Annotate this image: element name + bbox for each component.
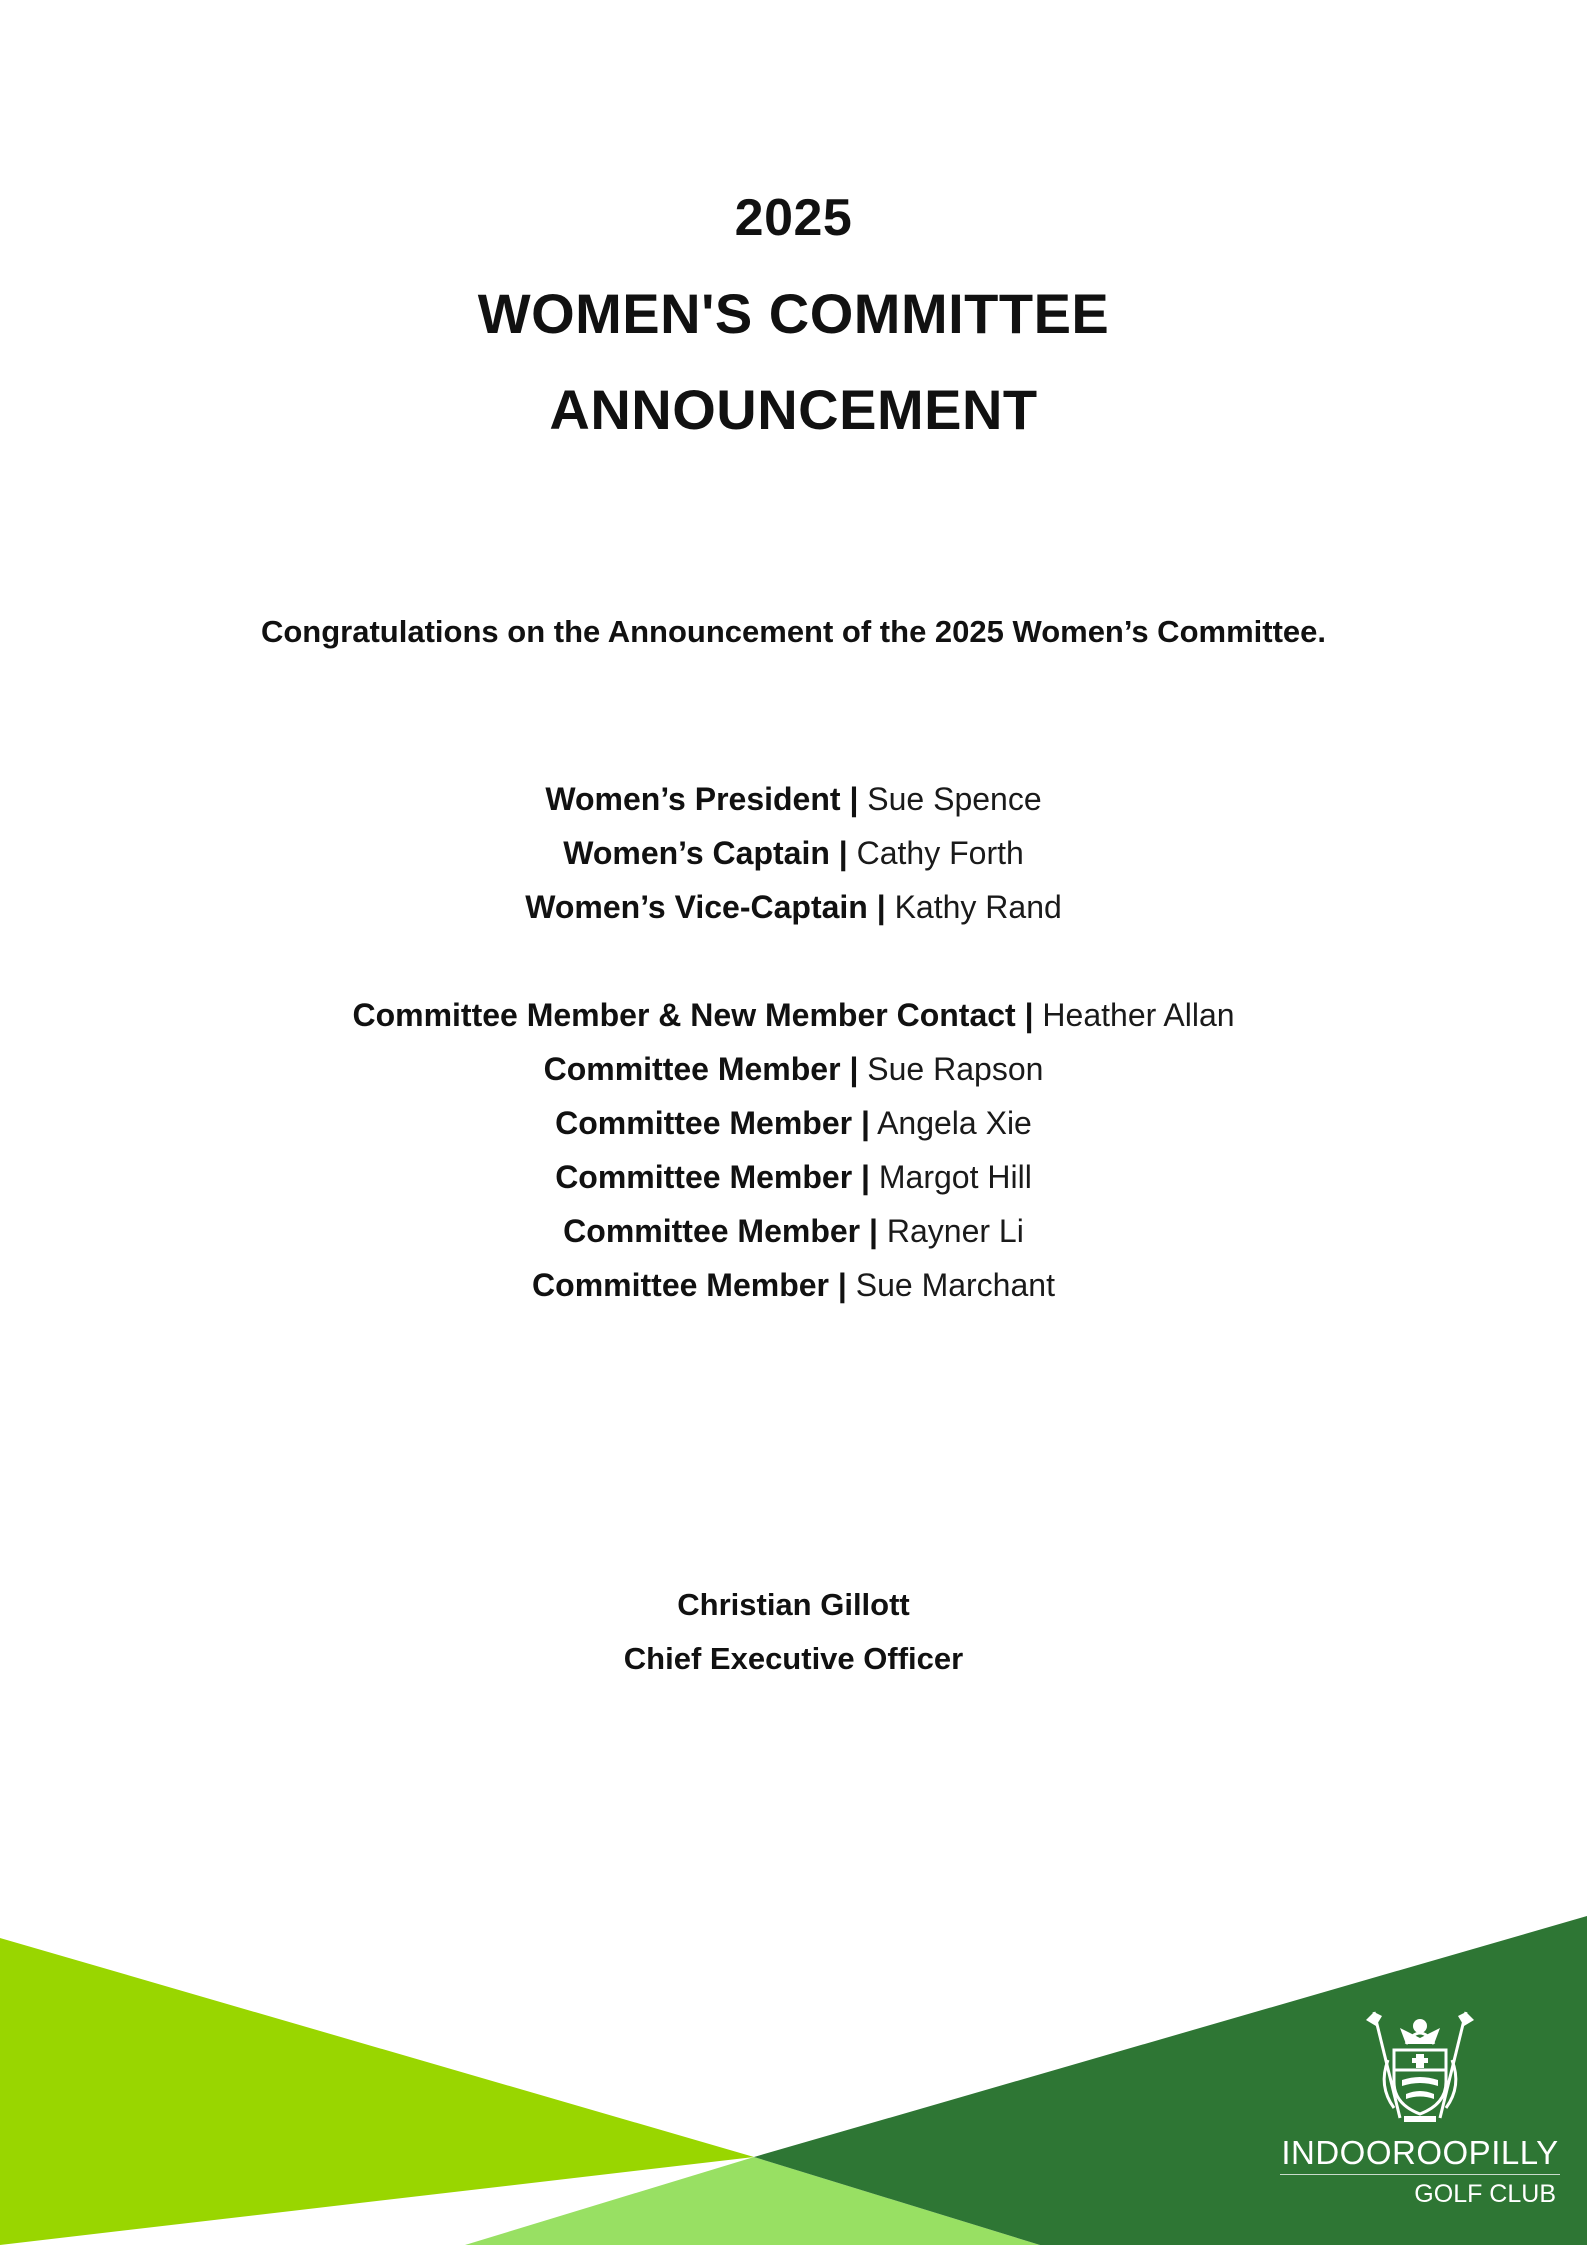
role-row-committee-member (0, 1258, 1587, 1312)
role-row-new-member-contact (0, 988, 1587, 1042)
role-name: Kathy Rand (894, 889, 1062, 925)
role-separator: | (876, 889, 886, 925)
title-year: 2025 (734, 189, 853, 247)
logo-subtitle: GOLF CLUB (1414, 2180, 1556, 2208)
role-separator: | (849, 1051, 859, 1087)
role-name: Sue Spence (867, 781, 1042, 817)
role-title: Committee Member (532, 1267, 829, 1303)
role-title: Committee Member (555, 1159, 853, 1195)
role-name: Heather Allan (1042, 997, 1235, 1033)
role-title: Committee Member (555, 1105, 853, 1141)
role-row-committee-member (0, 1150, 1587, 1204)
intro-text: Congratulations on the Announcement of the 2025 Women’s Committee. (260, 614, 1326, 649)
role-row-vice-captain (0, 880, 1587, 934)
role-name: Cathy Forth (856, 835, 1024, 871)
role-separator: | (838, 835, 848, 871)
club-crest-icon (1360, 2000, 1480, 2130)
role-separator: | (837, 1267, 847, 1303)
role-separator: | (869, 1213, 878, 1249)
title-line-2: ANNOUNCEMENT (549, 378, 1038, 441)
role-name: Sue Marchant (855, 1267, 1055, 1303)
role-name: Margot Hill (878, 1159, 1032, 1195)
role-separator: | (861, 1159, 870, 1195)
role-title: Committee Member & New Member Contact (352, 997, 1016, 1033)
document-title (0, 170, 1587, 458)
role-row-captain (0, 826, 1587, 880)
role-separator: | (860, 1105, 870, 1141)
role-name: Angela Xie (877, 1105, 1032, 1141)
role-row-committee-member (0, 1042, 1587, 1096)
role-name: Sue Rapson (867, 1051, 1044, 1087)
role-title: Women’s Captain (563, 835, 830, 871)
role-title: Women’s President (545, 781, 841, 817)
role-title: Committee Member (563, 1213, 861, 1249)
role-title: Women’s Vice-Captain (525, 889, 868, 925)
role-row-committee-member (0, 1096, 1587, 1150)
logo-name: INDOOROOPILLY (1281, 2134, 1559, 2171)
logo-divider (1280, 2174, 1560, 2175)
club-logo (1270, 2000, 1570, 2230)
signatory-name: Christian Gillott (677, 1587, 910, 1622)
role-row-president (0, 772, 1587, 826)
role-title: Committee Member (543, 1051, 841, 1087)
role-separator: | (1024, 997, 1034, 1033)
role-row-committee-member (0, 1204, 1587, 1258)
signatory-position: Chief Executive Officer (623, 1641, 964, 1676)
role-name: Rayner Li (886, 1213, 1024, 1249)
signature-block (0, 1578, 1587, 1686)
title-line-1: WOMEN'S COMMITTEE (477, 282, 1110, 345)
role-separator: | (849, 781, 859, 817)
committee-list (0, 772, 1587, 1312)
